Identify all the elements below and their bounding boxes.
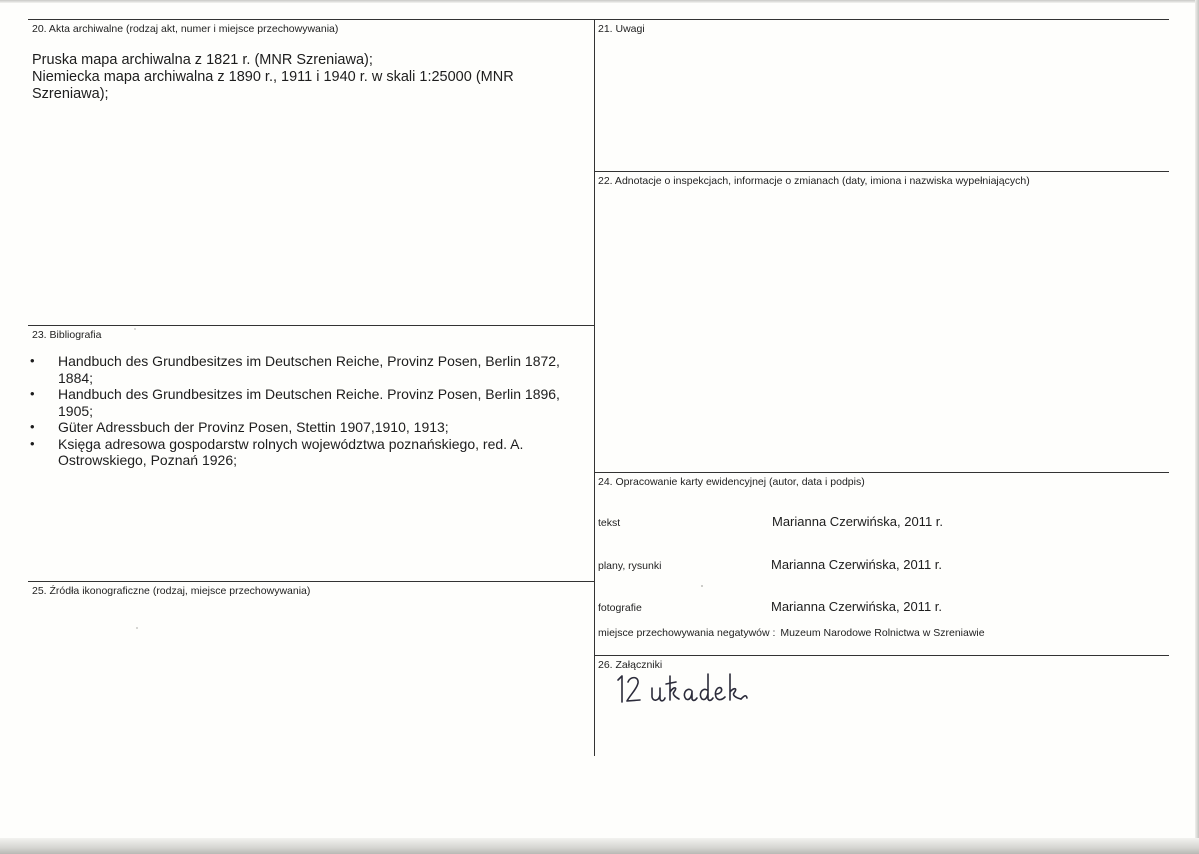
scan-edge-top [0, 0, 1199, 3]
section-20-content [32, 52, 587, 103]
section-23-label: 23. Bibliografia [32, 329, 102, 341]
negatives-value: Muzeum Narodowe Rolnictwa w Szreniawie [780, 627, 985, 639]
rule-22 [594, 171, 1169, 172]
negatives-storage [598, 627, 985, 640]
row-label-text: tekst [598, 517, 621, 529]
row-value-photos: Marianna Czerwińska, 2011 r. [771, 599, 943, 614]
rule-24 [594, 472, 1169, 473]
archival-line-1: Pruska mapa archiwalna z 1821 r. (MNR Szreniawa); [32, 52, 373, 68]
bibliography-item-line: Handbuch des Grundbesitzes im Deutschen Reiche. Provinz Posen, Berlin 1896, [58, 386, 560, 402]
archival-line-2: Niemiecka mapa archiwalna z 1890 r., 1911 i 1940 r. w skali 1:25000 (MNR [32, 69, 514, 85]
bibliography-item-line: Ostrowskiego, Poznań 1926; [58, 452, 237, 468]
section-22-label: 22. Adnotacje o inspekcjach, informacje o zmianach (daty, imiona i nazwiska wypełniających) [598, 175, 1030, 187]
bullet-icon: • [30, 435, 35, 451]
scan-speck [136, 627, 138, 629]
bibliography-list [30, 353, 585, 469]
scan-edge-bottom [0, 838, 1199, 854]
archival-line-3: Szreniawa); [32, 86, 109, 102]
bullet-icon: • [30, 353, 35, 368]
section-21-label: 21. Uwagi [598, 23, 645, 35]
scan-edge-right [1195, 0, 1199, 854]
bibliography-item-line: 1905; [58, 402, 94, 419]
bullet-icon: • [30, 386, 35, 401]
row-value-plans: Marianna Czerwińska, 2011 r. [771, 557, 943, 572]
bibliography-item-line: Güter Adressbuch der Provinz Posen, Stettin 1907,1910, 1913; [58, 419, 449, 435]
scan-speck [134, 328, 136, 330]
row-label-plans: plany, rysunki [598, 560, 662, 572]
rule-25 [28, 581, 594, 582]
section-26-label: 26. Załączniki [598, 659, 663, 671]
bibliography-item [30, 386, 585, 419]
row-value-text: Marianna Czerwińska, 2011 r. [772, 514, 944, 529]
rule-center-vertical [594, 19, 595, 756]
bibliography-item-line: 1884; [58, 369, 94, 386]
rule-top-left [28, 19, 594, 20]
row-label-photos: fotografie [598, 602, 642, 614]
section-20-label: 20. Akta archiwalne (rodzaj akt, numer i miejsce przechowywania) [32, 23, 339, 35]
bibliography-item [30, 419, 585, 436]
negatives-label: miejsce przechowywania negatywów : [598, 627, 776, 639]
rule-26 [594, 655, 1169, 656]
scan-speck [701, 585, 703, 587]
bibliography-item [30, 353, 585, 386]
bibliography-item [30, 436, 585, 469]
handwritten-annotation [612, 668, 782, 712]
section-24-label: 24. Opracowanie karty ewidencyjnej (autor, data i podpis) [598, 476, 865, 488]
bibliography-item-line: Handbuch des Grundbesitzes im Deutschen Reiche, Provinz Posen, Berlin 1872, [58, 353, 560, 369]
bullet-icon: • [30, 419, 35, 434]
section-25-label: 25. Źródła ikonograficzne (rodzaj, miejsce przechowywania) [32, 585, 311, 597]
rule-23 [28, 325, 594, 326]
rule-top-right [594, 19, 1169, 20]
bibliography-item-line: Księga adresowa gospodarstw rolnych województwa poznańskiego, red. A. [58, 435, 524, 452]
